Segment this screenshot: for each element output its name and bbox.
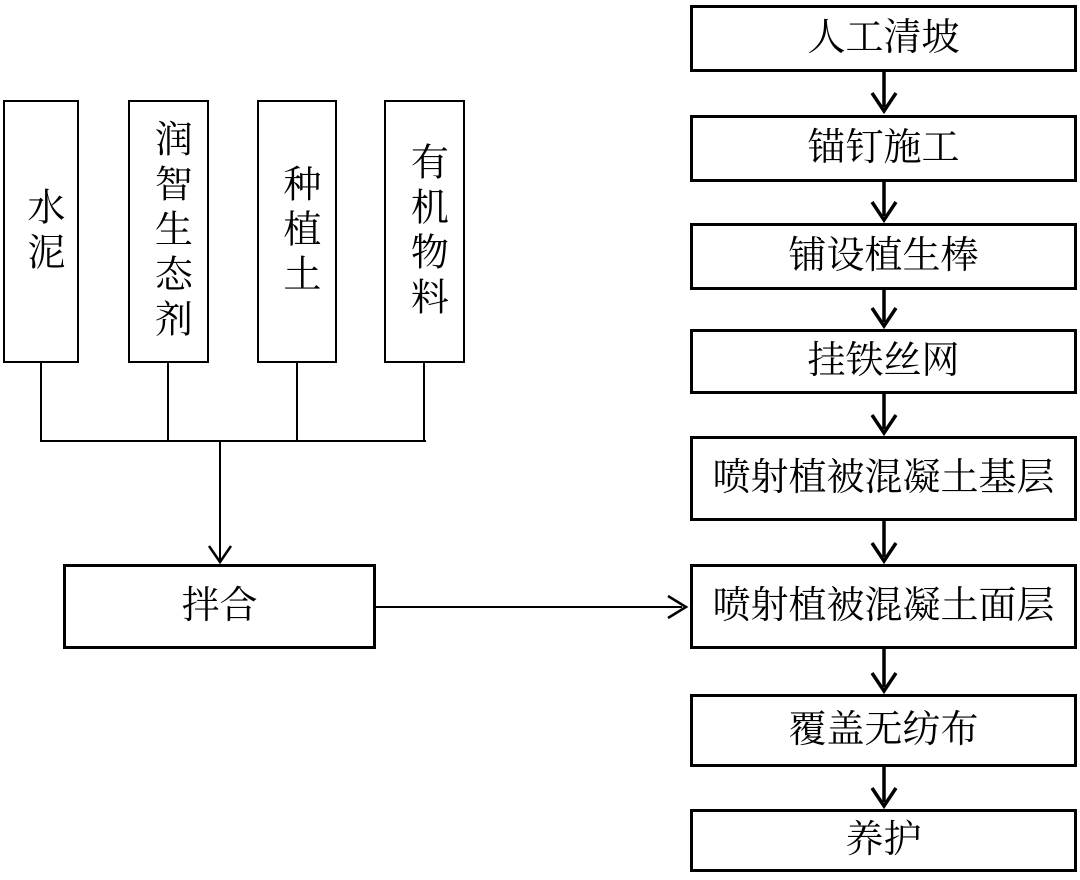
step-box-lay-vegetation-rods (690, 223, 1077, 290)
mix-label: 拌合 (181, 584, 258, 627)
material-box-organic-material (384, 100, 465, 363)
step-label-spray-vegetation-concrete-base: 喷射植被混凝土基层 (712, 456, 1055, 499)
material-box-cement (3, 100, 79, 363)
step-label-hang-wire-mesh: 挂铁丝网 (807, 339, 960, 382)
material-label-cement: 水泥 (20, 186, 63, 277)
material-label-eco-agent: 润智生态剂 (148, 119, 191, 344)
step-label-lay-vegetation-rods: 铺设植生棒 (788, 234, 979, 277)
step-label-spray-vegetation-concrete-surface: 喷射植被混凝土面层 (712, 584, 1055, 627)
step-label-cover-nonwoven-fabric: 覆盖无纺布 (788, 708, 979, 751)
step-box-spray-vegetation-concrete-surface (690, 564, 1077, 649)
step-box-cover-nonwoven-fabric (690, 694, 1077, 767)
step-label-anchor-nail-construction: 锚钉施工 (807, 126, 960, 169)
step-box-spray-vegetation-concrete-base (690, 436, 1077, 521)
step-label-manual-slope-clearing: 人工清坡 (807, 16, 960, 59)
step-box-hang-wire-mesh (690, 329, 1077, 394)
step-box-curing (690, 809, 1077, 872)
material-box-planting-soil (257, 100, 337, 363)
step-box-anchor-nail-construction (690, 115, 1077, 182)
step-label-curing: 养护 (845, 818, 922, 861)
material-label-planting-soil: 种植土 (276, 164, 319, 299)
material-box-eco-agent (128, 100, 209, 363)
material-label-organic-material: 有机物料 (404, 141, 447, 322)
mix-box (63, 564, 376, 649)
step-box-manual-slope-clearing (690, 5, 1077, 72)
